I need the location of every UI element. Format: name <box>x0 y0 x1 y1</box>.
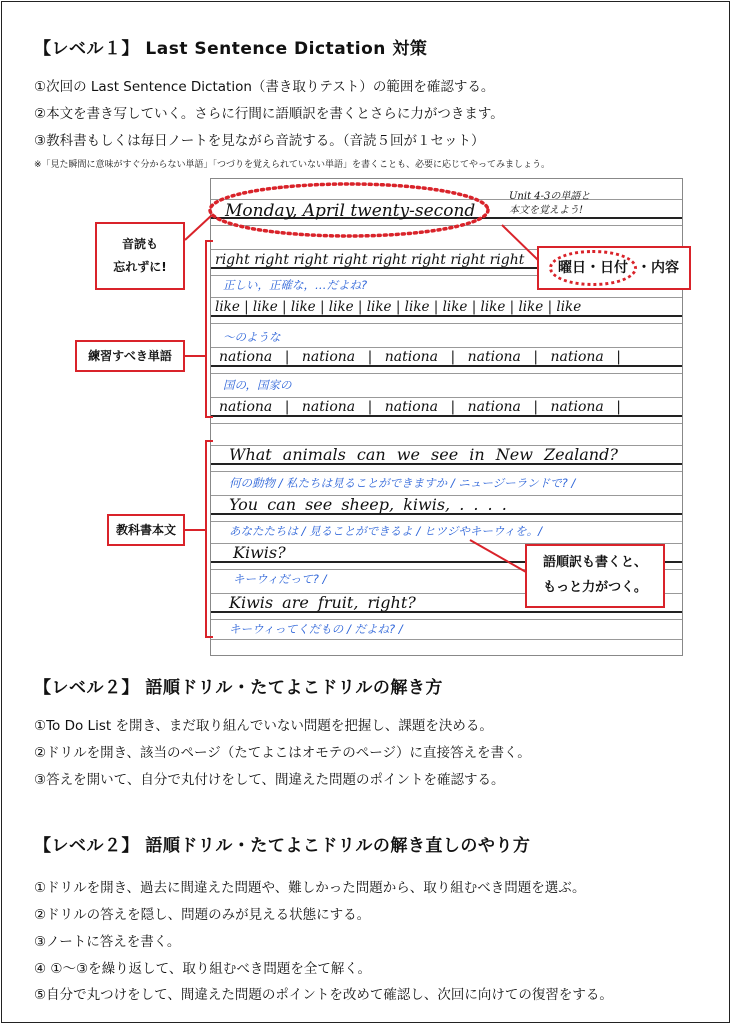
nb-sentence-2: You can see sheep, kiwis, . . . . <box>229 495 507 514</box>
level2b-step-5: ⑤自分で丸つけをして、間違えた問題のポイントを改めて確認し、次回に向けての復習をする。 <box>34 987 613 1003</box>
nb-word-like: like | like | like | like | like | like | like | like | like | like <box>215 299 582 315</box>
level1-step-1: ①次回の Last Sentence Dictation（書き取りテスト）の範囲を確認する。 <box>34 79 495 95</box>
level2b-heading: 【レベル２】 語順ドリル・たてよこドリルの解き直しのやり方 <box>34 836 531 856</box>
level1-heading: 【レベル１】 Last Sentence Dictation 対策 <box>34 39 428 59</box>
nb-sentence-2-ja: あなたたちは / 見ることができるよ / ヒツジやキーウィを。/ <box>229 524 543 538</box>
nb-memo-1: Unit 4-3の単語と <box>509 191 591 202</box>
level2a-step-1: ①To Do List を開き、まだ取り組んでいない問題を把握し、課題を決める。 <box>34 718 493 734</box>
callout-date-rest: ・内容 <box>637 259 679 276</box>
nb-sentence-4-ja: キーウィってくだもの / だよね? / <box>229 622 403 636</box>
nb-word-like-ja: 〜のような <box>223 330 281 344</box>
nb-sentence-1: What animals can we see in New Zealand? <box>229 445 618 464</box>
callout-date <box>537 246 691 290</box>
level2b-step-1: ①ドリルを開き、過去に間違えた問題や、難しかった問題から、取り組むべき問題を選ぶ。 <box>34 880 586 896</box>
nb-sentence-3-ja: キーウィだって? / <box>233 572 327 586</box>
date-highlight-ellipse <box>210 184 488 236</box>
goju-pointer <box>470 540 526 572</box>
level2a-step-2: ②ドリルを開き、該当のページ（たてよこはオモテのページ）に直接答えを書く。 <box>34 745 531 761</box>
callout-goju-line1: 語順訳も書くと、 <box>542 555 647 571</box>
nb-sentence-1-ja: 何の動物 / 私たちは見ることができますか / ニュージーランドで? / <box>229 476 576 490</box>
callout-goju-line2: もっと力がつく。 <box>543 580 647 595</box>
date-pointer <box>502 225 538 260</box>
ondoku-pointer <box>185 215 212 240</box>
nb-sentence-4: Kiwis are fruit, right? <box>229 593 416 612</box>
callout-date-main: 曜日・日付 <box>549 250 637 287</box>
callout-ondoku-line1: 音読も <box>121 237 158 252</box>
level2b-step-2: ②ドリルの答えを隠し、問題のみが見える状態にする。 <box>34 907 371 923</box>
callout-ondoku-line2: 忘れずに! <box>113 260 167 274</box>
nb-word-national-2: nationa | nationa | nationa | nationa | nationa | <box>219 399 621 415</box>
textbook-bracket <box>205 440 213 638</box>
level2b-step-4: ④ ①〜③を繰り返して、取り組むべき問題を全て解く。 <box>34 961 372 977</box>
callout-goju <box>525 544 665 608</box>
level2a-heading: 【レベル２】 語順ドリル・たてよこドリルの解き方 <box>34 678 443 698</box>
callout-ondoku <box>95 222 185 290</box>
nb-word-right-ja: 正しい，正確な，…だよね? <box>223 278 368 292</box>
callout-words: 練習すべき単語 <box>75 340 185 372</box>
words-bracket <box>205 240 213 418</box>
level2a-step-3: ③答えを開いて、自分で丸付けをして、間違えた問題のポイントを確認する。 <box>34 772 505 788</box>
nb-sentence-3: Kiwis? <box>233 543 286 562</box>
callout-textbook: 教科書本文 <box>107 514 185 546</box>
nb-word-national-ja: 国の，国家の <box>223 378 292 392</box>
nb-word-right: right right right right right right right right <box>215 252 525 268</box>
level1-step-3: ③教科書もしくは毎日ノートを見ながら音読する。（音読５回が１セット） <box>34 133 485 149</box>
nb-word-national: nationa | nationa | nationa | nationa | nationa | <box>219 349 621 365</box>
level1-step-2: ②本文を書き写していく。さらに行間に語順訳を書くとさらに力がつきます。 <box>34 106 504 122</box>
nb-memo-2: 本文を覚えよう! <box>509 205 584 216</box>
level1-note: ※「見た瞬間に意味がすぐ分からない単語」「つづりを覚えられていない単語」を書くことも、必要に応じてやってみましょう。 <box>34 160 551 170</box>
level2b-step-3: ③ノートに答えを書く。 <box>34 934 181 950</box>
nb-date: Monday, April twenty-second <box>225 201 476 221</box>
